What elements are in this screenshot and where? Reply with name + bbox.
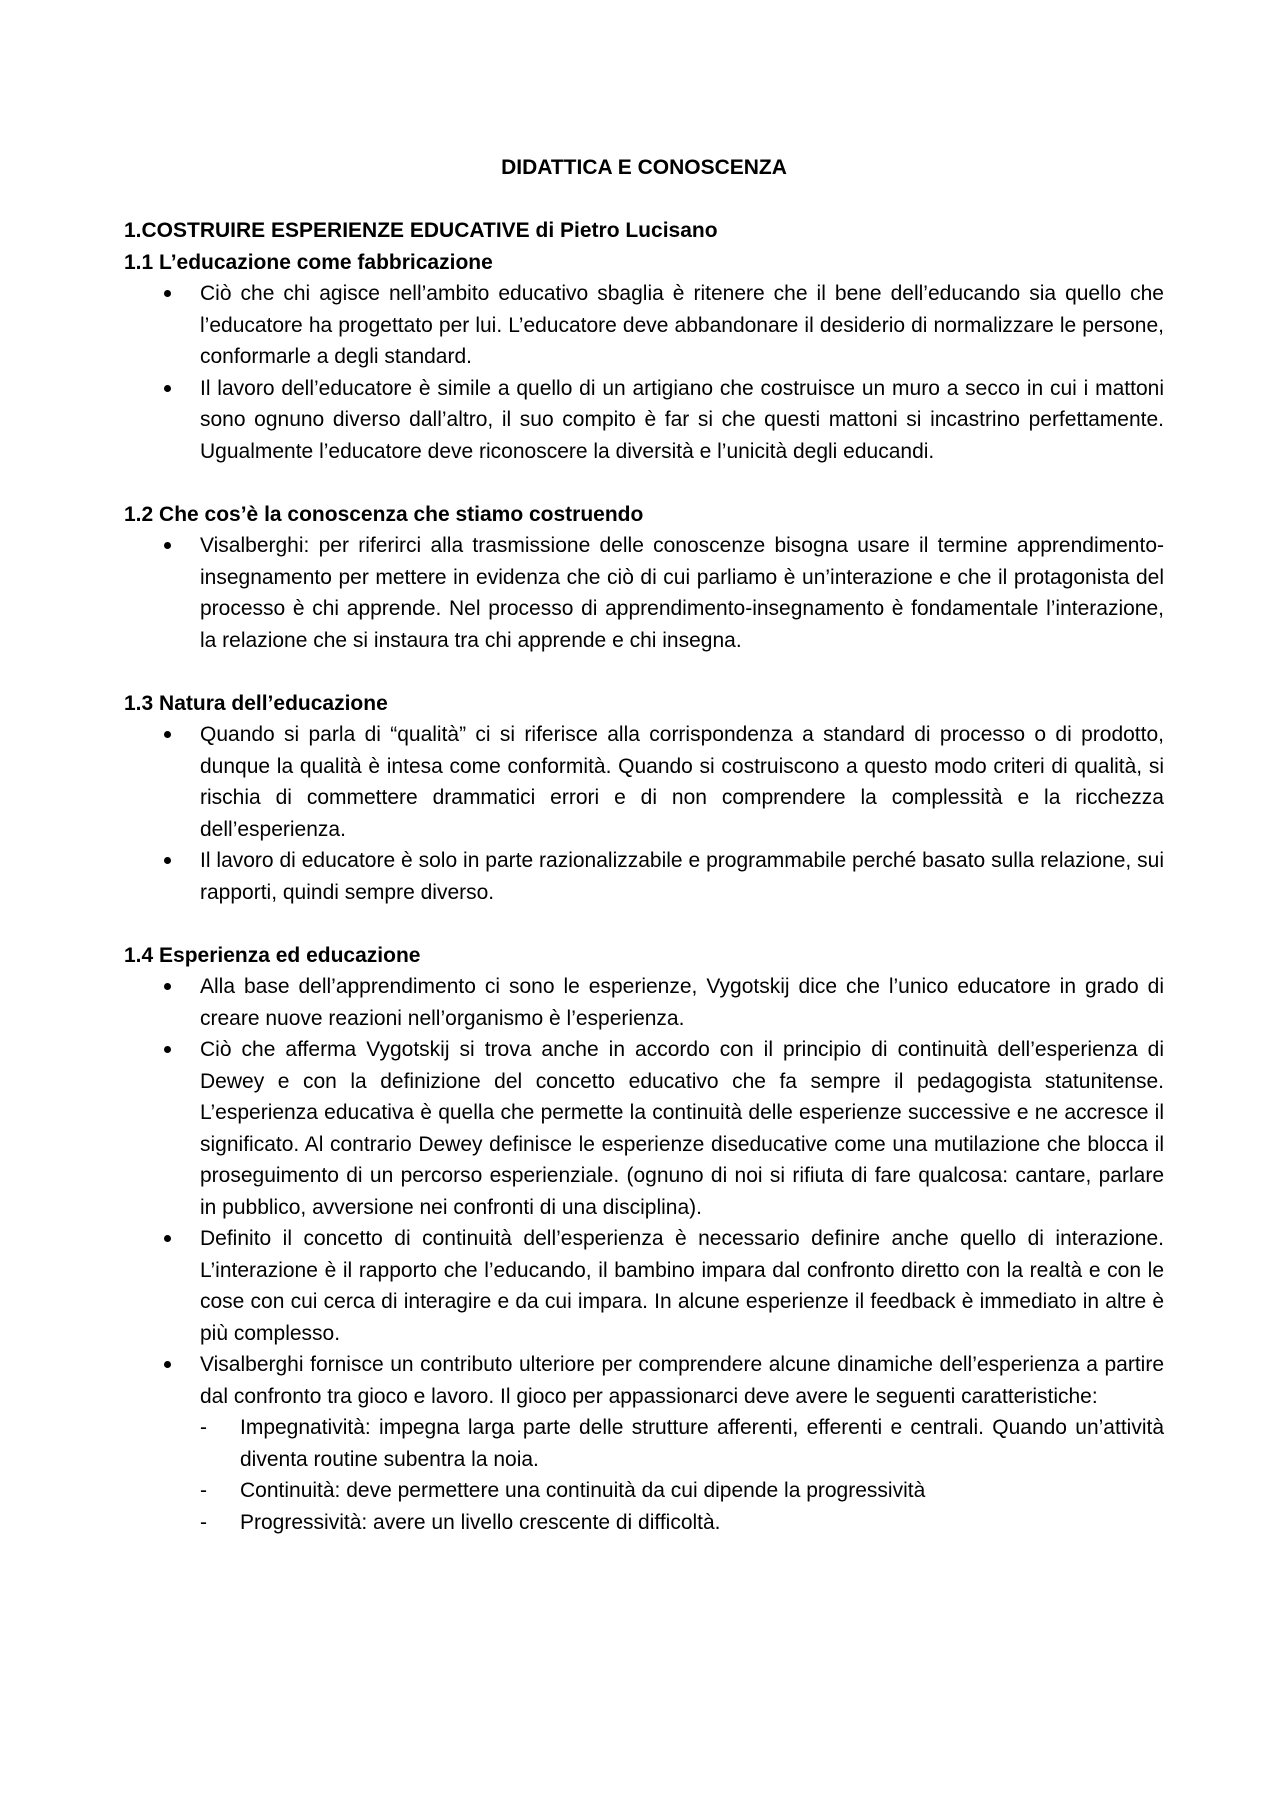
dash-item: - Continuità: deve permettere una continuità da cui dipende la progressività — [200, 1475, 1164, 1507]
dash-item: - Impegnatività: impegna larga parte delle strutture afferenti, efferenti e centrali. Quando un’attività diventa routine subentra la noia. — [200, 1412, 1164, 1475]
list-item: Il lavoro di educatore è solo in parte razionalizzabile e programmabile perché basato sulla relazione, sui rapporti, quindi sempre diverso. — [124, 845, 1164, 908]
list-item: Visalberghi: per riferirci alla trasmissione delle conoscenze bisogna usare il termine apprendimento-insegnamento per mettere in evidenza che ciò di cui parliamo è un’interazione e che il protagonista del processo è chi apprende. Nel processo di apprendimento-insegnamento è fondamentale l’interazione, la relazione che si instaura tra chi apprende e chi insegna. — [124, 530, 1164, 656]
list-item: Ciò che afferma Vygotskij si trova anche in accordo con il principio di continuità dell’esperienza di Dewey e con la definizione del concetto educativo che fa sempre il pedagogista statunitense. L’esperienza educativa è quella che permette la continuità delle esperienze successive e ne accresce il significato. Al contrario Dewey definisce le esperienze diseducative come una mutilazione che blocca il proseguimento di un percorso esperienziale. (ognuno di noi si rifiuta di fare qualcosa: cantare, parlare in pubblico, avversione nei confronti di una disciplina). — [124, 1034, 1164, 1223]
section-heading: 1.4 Esperienza ed educazione — [124, 943, 421, 967]
list-item: Ciò che chi agisce nell’ambito educativo sbaglia è ritenere che il bene dell’educando sia quello che l’educatore ha progettato per lui. L’educatore deve abbandonare il desiderio di normalizzare le persone, conformarle a degli standard. — [124, 278, 1164, 373]
bullet-list — [124, 278, 1164, 467]
section-1-4 — [124, 940, 1164, 1539]
dash-list — [200, 1412, 1164, 1538]
section-heading: 1.3 Natura dell’educazione — [124, 691, 388, 715]
section-1-1 — [124, 247, 1164, 468]
list-item: Definito il concetto di continuità dell’esperienza è necessario definire anche quello di interazione. L’interazione è il rapporto che l’educando, il bambino impara dal confronto diretto con la realtà e con le cose con cui cerca di interagire e da cui impara. In alcune esperienze il feedback è immediato in altre è più complesso. — [124, 1223, 1164, 1349]
section-heading: 1.1 L’educazione come fabbricazione — [124, 250, 493, 274]
document-title: DIDATTICA E CONOSCENZA — [501, 156, 787, 179]
dash-item: - Progressività: avere un livello crescente di difficoltà. — [200, 1507, 1164, 1539]
chapter-heading: 1.COSTRUIRE ESPERIENZE EDUCATIVE di Pietro Lucisano — [124, 219, 718, 242]
list-item: Il lavoro dell’educatore è simile a quello di un artigiano che costruisce un muro a secco in cui i mattoni sono ognuno diverso dall’altro, il suo compito è far si che questi mattoni si incastrino perfettamente. Ugualmente l’educatore deve riconoscere la diversità e l’unicità degli educandi. — [124, 373, 1164, 468]
section-1-3 — [124, 688, 1164, 909]
list-item-text: Visalberghi fornisce un contributo ulteriore per comprendere alcune dinamiche dell’esperienza a partire dal confronto tra gioco e lavoro. Il gioco per appassionarci deve avere le seguenti caratteristiche: — [200, 1353, 1164, 1408]
section-1-2 — [124, 499, 1164, 657]
section-heading: 1.2 Che cos’è la conoscenza che stiamo costruendo — [124, 502, 644, 526]
bullet-list — [124, 530, 1164, 656]
bullet-list — [124, 971, 1164, 1538]
document-page — [124, 152, 1164, 1570]
list-item: Alla base dell’apprendimento ci sono le esperienze, Vygotskij dice che l’unico educatore in grado di creare nuove reazioni nell’organismo è l’esperienza. — [124, 971, 1164, 1034]
bullet-list — [124, 719, 1164, 908]
list-item: Quando si parla di “qualità” ci si riferisce alla corrispondenza a standard di processo o di prodotto, dunque la qualità è intesa come conformità. Quando si costruiscono a questo modo criteri di qualità, si rischia di commettere drammatici errori e di non comprendere la complessità e la ricchezza dell’esperienza. — [124, 719, 1164, 845]
list-item-with-sublist — [124, 1349, 1164, 1538]
